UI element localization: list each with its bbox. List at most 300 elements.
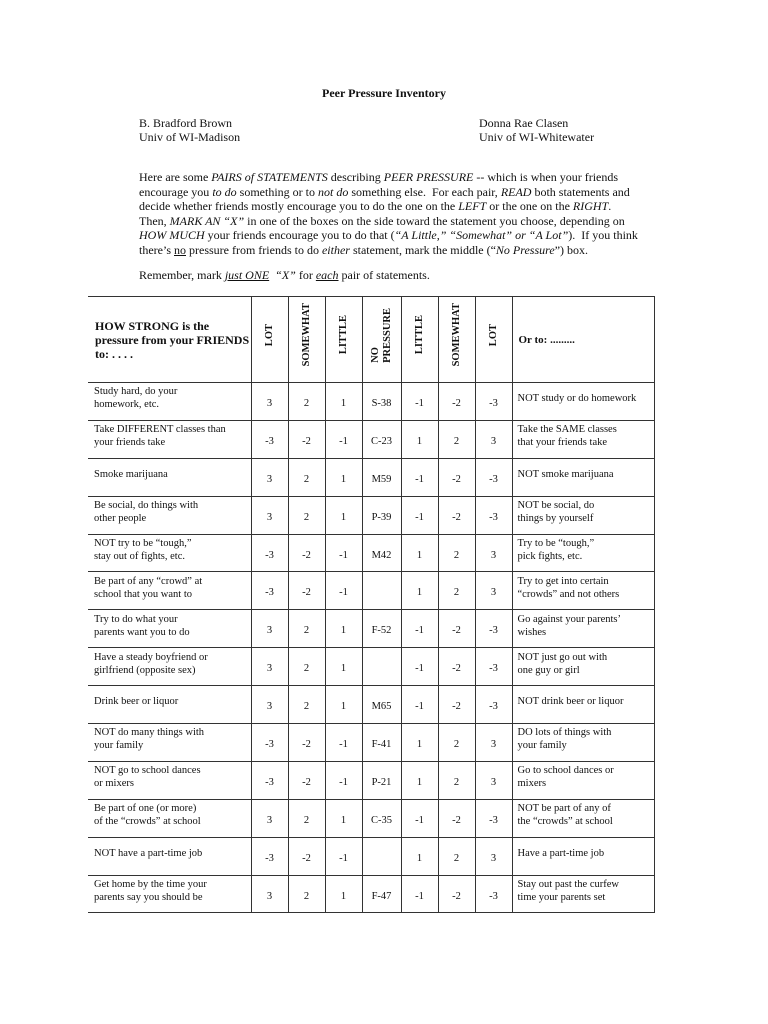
table-row xyxy=(88,648,654,686)
text-run: for xyxy=(295,268,316,282)
rating-box[interactable] xyxy=(325,610,362,648)
rating-box[interactable] xyxy=(251,420,288,458)
rating-value: 2 xyxy=(453,852,460,864)
rating-value: -2 xyxy=(452,701,461,713)
text-run: something else. For each pair, xyxy=(348,184,501,199)
scale-label: LOT xyxy=(263,323,275,347)
item-code-cell xyxy=(362,420,401,458)
peer-pressure-table xyxy=(88,296,655,913)
rating-box[interactable] xyxy=(438,420,475,458)
rating-value: -2 xyxy=(302,852,311,864)
author-right xyxy=(479,116,594,144)
rating-box[interactable] xyxy=(251,458,288,496)
right-statement: NOT study or do homework xyxy=(517,392,637,404)
rating-value: 2 xyxy=(453,549,460,561)
rating-box[interactable] xyxy=(288,610,325,648)
text-run: PAIRS of STATEMENTS xyxy=(211,170,328,184)
right-statement: Take the SAME classes that your friends take xyxy=(517,424,617,449)
rating-box[interactable] xyxy=(475,648,512,686)
rating-value: 1 xyxy=(416,738,423,750)
rating-box[interactable] xyxy=(325,496,362,534)
item-code-cell xyxy=(362,648,401,686)
text-run: your friends encourage you to do that ( xyxy=(204,228,395,242)
right-statement-cell xyxy=(512,610,654,648)
rating-box[interactable] xyxy=(401,724,438,762)
rating-box[interactable] xyxy=(438,534,475,572)
rating-box[interactable] xyxy=(288,724,325,762)
item-code-cell xyxy=(362,572,401,610)
rating-value: -1 xyxy=(339,435,348,447)
rating-value: 1 xyxy=(340,701,347,713)
rating-value: 1 xyxy=(340,663,347,675)
rating-box[interactable] xyxy=(251,648,288,686)
table-row xyxy=(88,458,654,496)
rating-value: -1 xyxy=(339,776,348,788)
item-code-cell xyxy=(362,799,401,837)
scale-label: SOMEWHAT xyxy=(450,303,462,367)
rating-value: -3 xyxy=(265,435,274,447)
rating-box[interactable] xyxy=(288,458,325,496)
right-statement-cell xyxy=(512,383,654,421)
rating-box[interactable] xyxy=(475,383,512,421)
rating-box[interactable] xyxy=(325,420,362,458)
rating-value: 1 xyxy=(340,511,347,523)
rating-box[interactable] xyxy=(251,724,288,762)
rating-value: 1 xyxy=(340,473,347,485)
rating-value: 1 xyxy=(416,587,423,599)
rating-box[interactable] xyxy=(288,761,325,799)
rating-box[interactable] xyxy=(325,534,362,572)
rating-value: 3 xyxy=(266,625,273,637)
rating-value: -3 xyxy=(265,776,274,788)
left-statement-cell xyxy=(88,799,251,837)
left-statement: NOT have a part-time job xyxy=(94,847,203,859)
rating-box[interactable] xyxy=(438,837,475,875)
reminder-paragraph xyxy=(139,268,639,282)
rating-box[interactable] xyxy=(438,686,475,724)
text-run: Remember, mark xyxy=(139,268,225,282)
right-statement: Go to school dances or mixers xyxy=(517,765,614,790)
left-statement-cell xyxy=(88,724,251,762)
table-header-row xyxy=(88,297,654,383)
rating-box[interactable] xyxy=(288,572,325,610)
rating-value: -1 xyxy=(339,549,348,561)
rating-value: 3 xyxy=(490,776,497,788)
rating-box[interactable] xyxy=(251,572,288,610)
rating-value: -2 xyxy=(452,663,461,675)
rating-box[interactable] xyxy=(325,458,362,496)
rating-value: 1 xyxy=(340,814,347,826)
table-row xyxy=(88,534,654,572)
rating-box[interactable] xyxy=(251,686,288,724)
rating-box[interactable] xyxy=(325,799,362,837)
rating-box[interactable] xyxy=(475,458,512,496)
rating-box[interactable] xyxy=(401,837,438,875)
left-statement-cell xyxy=(88,572,251,610)
rating-value: 2 xyxy=(303,663,310,675)
rating-value: -2 xyxy=(452,473,461,485)
rating-value: -1 xyxy=(415,511,424,523)
rating-box[interactable] xyxy=(475,761,512,799)
scale-label: LITTLE xyxy=(337,315,349,355)
rating-box[interactable] xyxy=(475,799,512,837)
scale-column-header xyxy=(362,297,401,383)
item-code: M59 xyxy=(371,473,392,485)
left-statement: Be part of any “crowd” at school that you want to xyxy=(94,575,203,600)
rating-value: -2 xyxy=(452,397,461,409)
rating-box[interactable] xyxy=(401,686,438,724)
rating-box[interactable] xyxy=(438,572,475,610)
rating-value: -2 xyxy=(452,625,461,637)
text-run: Here are some xyxy=(139,170,212,184)
text-run: -- which is when your friends encourage you xyxy=(139,170,622,199)
scale-label: NO PRESSURE xyxy=(369,307,393,363)
rating-value: 2 xyxy=(303,814,310,826)
right-statement-cell xyxy=(512,761,654,799)
right-statement: Stay out past the curfew time your parents set xyxy=(517,879,619,904)
text-run: No Pressure xyxy=(495,242,555,257)
left-statement-cell xyxy=(88,875,251,913)
rating-value: -3 xyxy=(489,890,498,902)
text-run: describing xyxy=(327,170,384,184)
rating-value: 2 xyxy=(303,511,310,523)
rating-box[interactable] xyxy=(438,761,475,799)
instructions-paragraph xyxy=(139,170,639,257)
right-statement-cell xyxy=(512,875,654,913)
right-column-header: Or to: ......... xyxy=(512,297,654,383)
text-run: pair of statements. xyxy=(338,268,430,282)
rating-value: 1 xyxy=(340,397,347,409)
rating-value: 2 xyxy=(303,625,310,637)
scale-column-header xyxy=(475,297,512,383)
rating-box[interactable] xyxy=(475,534,512,572)
left-statement: NOT do many things with your family xyxy=(94,727,205,752)
rating-value: 1 xyxy=(416,776,423,788)
author-name: Donna Rae Clasen xyxy=(479,116,569,130)
item-code: S-38 xyxy=(371,397,392,409)
rating-box[interactable] xyxy=(288,534,325,572)
left-statement-cell xyxy=(88,686,251,724)
right-statement: NOT drink beer or liquor xyxy=(517,696,624,708)
right-statement-cell xyxy=(512,496,654,534)
left-statement: Have a steady boyfriend or girlfriend (opposite sex) xyxy=(94,651,208,676)
rating-box[interactable] xyxy=(401,610,438,648)
rating-box[interactable] xyxy=(288,686,325,724)
left-statement: NOT go to school dances or mixers xyxy=(94,765,201,790)
rating-box[interactable] xyxy=(288,648,325,686)
rating-box[interactable] xyxy=(475,724,512,762)
rating-value: 1 xyxy=(416,549,423,561)
rating-box[interactable] xyxy=(475,686,512,724)
text-run: or the one on the xyxy=(486,199,573,213)
text-run: both statements and decide whether friends mostly encourage you to do the one on the xyxy=(139,184,633,213)
rating-box[interactable] xyxy=(325,572,362,610)
text-run: something or to xyxy=(236,184,318,199)
rating-box[interactable] xyxy=(251,761,288,799)
rating-value: -3 xyxy=(489,397,498,409)
left-statement-cell xyxy=(88,383,251,421)
item-code: F-52 xyxy=(371,625,392,637)
right-statement-cell xyxy=(512,837,654,875)
text-run: not do xyxy=(317,184,349,199)
rating-value: 3 xyxy=(490,587,497,599)
scale-column-header xyxy=(325,297,362,383)
item-code-cell xyxy=(362,724,401,762)
rating-box[interactable] xyxy=(438,875,475,913)
item-code: C-35 xyxy=(371,814,392,826)
rating-value: -3 xyxy=(265,738,274,750)
rating-box[interactable] xyxy=(475,837,512,875)
scale-column-header xyxy=(401,297,438,383)
text-run: RIGHT xyxy=(572,199,609,213)
rating-value: -2 xyxy=(452,511,461,523)
rating-value: -1 xyxy=(415,701,424,713)
rating-value: -3 xyxy=(489,511,498,523)
author-left xyxy=(139,116,240,144)
rating-box[interactable] xyxy=(251,875,288,913)
rating-value: 1 xyxy=(340,625,347,637)
rating-value: 3 xyxy=(490,435,497,447)
table-row xyxy=(88,420,654,458)
rating-value: -3 xyxy=(265,549,274,561)
rating-value: 2 xyxy=(453,587,460,599)
rating-box[interactable] xyxy=(325,875,362,913)
rating-value: -2 xyxy=(302,738,311,750)
text-run: no xyxy=(174,242,186,257)
left-statement: NOT try to be “tough,” stay out of fights, etc. xyxy=(94,538,192,562)
rating-box[interactable] xyxy=(251,383,288,421)
rating-value: -2 xyxy=(302,435,311,447)
rating-value: -3 xyxy=(265,587,274,599)
scale-label: LITTLE xyxy=(413,315,425,355)
rating-box[interactable] xyxy=(401,761,438,799)
rating-value: -1 xyxy=(415,397,424,409)
rating-box[interactable] xyxy=(288,420,325,458)
rating-value: 2 xyxy=(453,776,460,788)
left-statement-cell xyxy=(88,458,251,496)
rating-box[interactable] xyxy=(401,496,438,534)
item-code: C-23 xyxy=(371,435,392,447)
rating-box[interactable] xyxy=(401,458,438,496)
rating-box[interactable] xyxy=(251,610,288,648)
rating-box[interactable] xyxy=(288,496,325,534)
text-run: LEFT xyxy=(458,199,487,213)
left-statement: Try to do what your parents want you to do xyxy=(94,613,190,638)
scale-column-header xyxy=(288,297,325,383)
rating-value: -3 xyxy=(489,663,498,675)
table-row xyxy=(88,610,654,648)
rating-box[interactable] xyxy=(325,686,362,724)
rating-box[interactable] xyxy=(438,610,475,648)
rating-box[interactable] xyxy=(325,761,362,799)
left-statement-cell xyxy=(88,610,251,648)
rating-box[interactable] xyxy=(251,496,288,534)
table-row xyxy=(88,761,654,799)
item-code-cell xyxy=(362,875,401,913)
right-statement-cell xyxy=(512,799,654,837)
rating-box[interactable] xyxy=(288,875,325,913)
rating-box[interactable] xyxy=(325,383,362,421)
right-statement: NOT be social, do things by yourself xyxy=(517,500,595,525)
rating-box[interactable] xyxy=(401,648,438,686)
rating-value: 2 xyxy=(303,701,310,713)
rating-box[interactable] xyxy=(401,875,438,913)
rating-box[interactable] xyxy=(438,648,475,686)
table-row xyxy=(88,383,654,421)
rating-box[interactable] xyxy=(438,458,475,496)
right-statement-cell xyxy=(512,458,654,496)
right-statement: DO lots of things with your family xyxy=(517,727,612,752)
rating-value: 3 xyxy=(266,890,273,902)
table-row xyxy=(88,686,654,724)
left-statement-cell xyxy=(88,534,251,572)
right-statement: NOT smoke marijuana xyxy=(517,468,614,480)
scale-column-header xyxy=(438,297,475,383)
item-code-cell xyxy=(362,837,401,875)
right-statement-cell xyxy=(512,648,654,686)
item-code: M65 xyxy=(371,701,392,713)
author-name: B. Bradford Brown xyxy=(139,116,232,130)
rating-box[interactable] xyxy=(288,837,325,875)
left-statement: Drink beer or liquor xyxy=(94,696,179,708)
left-statement-cell xyxy=(88,837,251,875)
rating-box[interactable] xyxy=(438,799,475,837)
scale-column-header xyxy=(251,297,288,383)
rating-box[interactable] xyxy=(401,572,438,610)
text-run: in one of the boxes on the side toward the statement you choose, depending on xyxy=(244,213,628,228)
rating-box[interactable] xyxy=(438,496,475,534)
item-code: P-21 xyxy=(371,776,392,788)
text-run: . Then, xyxy=(139,199,615,228)
text-run: PEER PRESSURE xyxy=(383,170,474,184)
left-statement: Take DIFFERENT classes than your friends take xyxy=(94,424,226,449)
rating-value: -1 xyxy=(415,890,424,902)
item-code-cell xyxy=(362,686,401,724)
table-row xyxy=(88,724,654,762)
author-affiliation: Univ of WI-Whitewater xyxy=(479,130,595,144)
left-statement: Smoke marijuana xyxy=(94,468,168,480)
rating-value: -2 xyxy=(452,814,461,826)
rating-value: -3 xyxy=(489,701,498,713)
table-row xyxy=(88,875,654,913)
rating-value: -1 xyxy=(415,473,424,485)
text-run: MARK AN “X” xyxy=(169,213,245,228)
rating-box[interactable] xyxy=(401,420,438,458)
rating-box[interactable] xyxy=(438,724,475,762)
right-statement: NOT just go out with one guy or girl xyxy=(517,651,608,676)
rating-value: 3 xyxy=(490,549,497,561)
item-code-cell xyxy=(362,383,401,421)
left-statement: Be part of one (or more) of the “crowds” at school xyxy=(94,803,201,828)
right-statement-cell xyxy=(512,420,654,458)
item-code-cell xyxy=(362,496,401,534)
table-row xyxy=(88,837,654,875)
table-row xyxy=(88,572,654,610)
item-code-cell xyxy=(362,534,401,572)
rating-value: 2 xyxy=(303,397,310,409)
rating-box[interactable] xyxy=(475,496,512,534)
rating-box[interactable] xyxy=(401,383,438,421)
rating-value: -1 xyxy=(415,814,424,826)
rating-value: -1 xyxy=(339,587,348,599)
left-statement: Study hard, do your homework, etc. xyxy=(94,386,178,411)
left-statement-cell xyxy=(88,420,251,458)
rating-box[interactable] xyxy=(401,534,438,572)
right-statement: Try to get into certain “crowds” and not others xyxy=(517,575,620,600)
rating-value: -2 xyxy=(302,549,311,561)
rating-box[interactable] xyxy=(475,875,512,913)
rating-box[interactable] xyxy=(251,534,288,572)
rating-box[interactable] xyxy=(475,420,512,458)
rating-value: 3 xyxy=(266,814,273,826)
rating-value: -3 xyxy=(265,852,274,864)
text-run: ”) box. xyxy=(554,242,589,257)
rating-value: 1 xyxy=(416,435,423,447)
rating-value: -1 xyxy=(415,625,424,637)
rating-value: 2 xyxy=(453,738,460,750)
rating-box[interactable] xyxy=(251,837,288,875)
right-statement: Go against your parents’ wishes xyxy=(517,613,622,638)
right-statement: Have a part-time job xyxy=(517,847,605,859)
item-code: F-47 xyxy=(371,890,392,902)
text-run: READ xyxy=(500,184,532,199)
rating-value: -2 xyxy=(302,776,311,788)
table-row xyxy=(88,496,654,534)
rating-value: 3 xyxy=(490,852,497,864)
rating-value: -3 xyxy=(489,625,498,637)
text-run: ). If you think there’s xyxy=(139,228,641,257)
rating-box[interactable] xyxy=(251,799,288,837)
rating-box[interactable] xyxy=(475,610,512,648)
left-statement-cell xyxy=(88,761,251,799)
scale-label: LOT xyxy=(487,323,499,347)
text-run: each xyxy=(315,268,339,282)
left-statement-cell xyxy=(88,648,251,686)
text-run: either xyxy=(321,242,350,257)
rating-value: -2 xyxy=(452,890,461,902)
rating-box[interactable] xyxy=(475,572,512,610)
rating-box[interactable] xyxy=(325,724,362,762)
rating-box[interactable] xyxy=(325,648,362,686)
left-statement: Be social, do things with other people xyxy=(94,500,199,525)
left-column-header: HOW STRONG is the pressure from your FRIENDS to: . . . . xyxy=(88,297,251,383)
rating-box[interactable] xyxy=(288,383,325,421)
left-statement-cell xyxy=(88,496,251,534)
rating-box[interactable] xyxy=(438,383,475,421)
right-statement-cell xyxy=(512,572,654,610)
rating-value: 2 xyxy=(453,435,460,447)
item-code-cell xyxy=(362,610,401,648)
rating-value: 3 xyxy=(266,663,273,675)
rating-box[interactable] xyxy=(401,799,438,837)
rating-box[interactable] xyxy=(325,837,362,875)
rating-value: -1 xyxy=(339,738,348,750)
author-affiliation: Univ of WI-Madison xyxy=(139,130,241,144)
text-run: “X” xyxy=(275,268,296,282)
text-run: HOW MUCH xyxy=(139,228,205,242)
right-statement: NOT be part of any of the “crowds” at school xyxy=(517,803,613,828)
item-code: P-39 xyxy=(371,511,392,523)
rating-value: 1 xyxy=(340,890,347,902)
rating-value: 2 xyxy=(303,473,310,485)
rating-box[interactable] xyxy=(288,799,325,837)
rating-value: 3 xyxy=(266,511,273,523)
text-run: pressure from friends to do xyxy=(186,242,322,257)
rating-value: -2 xyxy=(302,587,311,599)
rating-value: 3 xyxy=(266,473,273,485)
document-title: Peer Pressure Inventory xyxy=(322,86,446,100)
item-code-cell xyxy=(362,458,401,496)
